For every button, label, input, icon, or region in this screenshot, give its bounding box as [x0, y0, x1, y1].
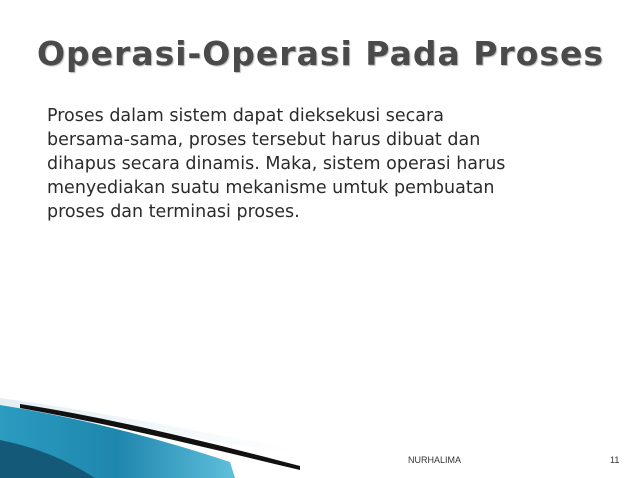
wave-light-band — [0, 398, 300, 455]
wave-dark-band — [0, 440, 95, 478]
slide-body-text: Proses dalam sistem dapat dieksekusi secara bersama-sama, proses tersebut harus dibuat dan dihapus secara dinamis. Maka, sistem operasi harus menyediakan suatu mekanisme umtuk pembuatan proses dan terminasi proses. — [47, 106, 506, 222]
wave-blue-band — [0, 405, 235, 478]
slide-title: Operasi-Operasi Pada Proses — [37, 34, 605, 73]
slide-number: 11 — [610, 455, 620, 465]
wave-black-stroke — [20, 404, 300, 470]
footer-author: NURHALIMA — [408, 455, 462, 465]
